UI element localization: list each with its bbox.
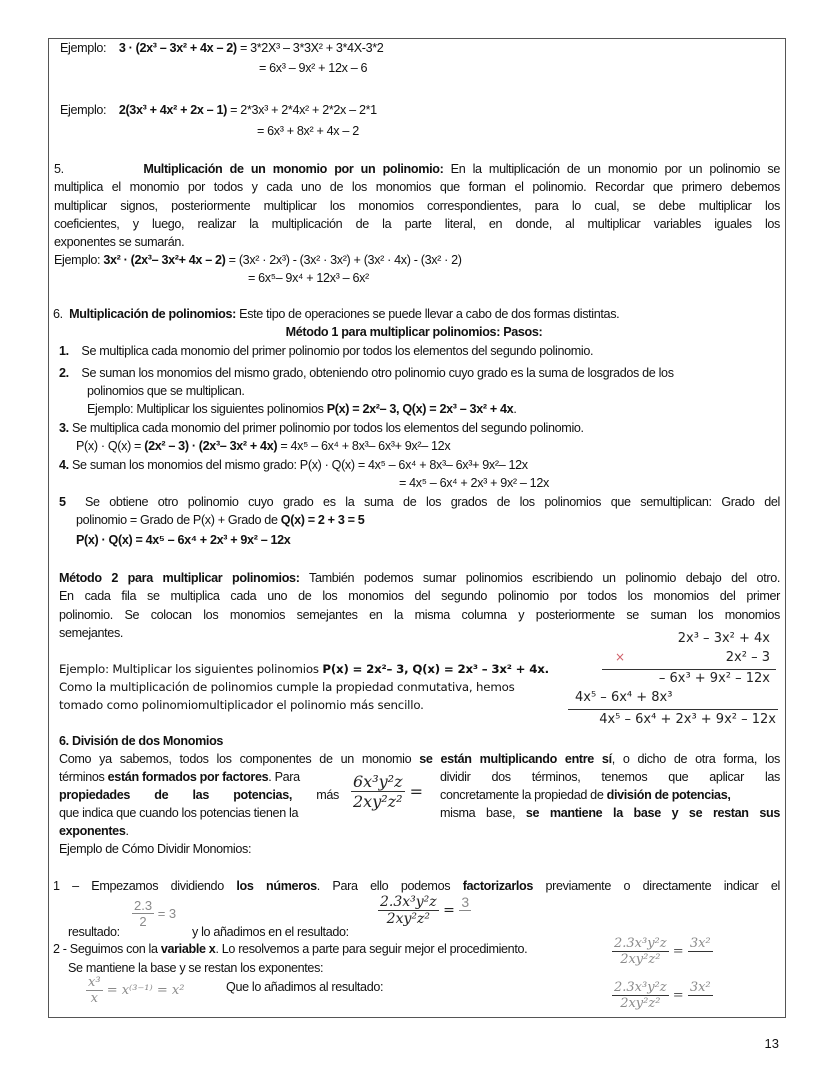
division-heading: 6. División de dos Monomios [59, 734, 224, 748]
emphasis: se están multiplicando entre sí [419, 752, 612, 766]
step-2 [59, 364, 674, 382]
formula-lhs: P(x) · Q(x) = [76, 439, 142, 453]
step-text: polinomio = Grado de P(x) + Grado de [76, 513, 278, 527]
step-2-line2: polinomios que se multiplican. [87, 384, 245, 398]
equals: = [672, 988, 684, 1003]
denominator: 2 [132, 913, 154, 929]
degree-sum: Q(x) = 2 + 3 = 5 [280, 513, 365, 527]
step-4-result: = 4x⁵ – 6x⁴ + 2x³ + 9x² – 12x [399, 476, 549, 490]
example-expression: 3 · (2x³ – 3x² + 4x – 2) [118, 41, 237, 55]
emphasis: los números [236, 879, 317, 893]
step1-result-fraction [378, 894, 471, 927]
section-text: En la multiplicación de un monomio por un polinomio se [450, 162, 780, 176]
method2-line3: polinomio. Se colocan los monomios semejantes en la misma columna y posteriormente se suman los monomios [59, 608, 780, 622]
step-text: Se multiplica cada monomio del primer polinomio por todos los elementos del segundo polinomio. [71, 421, 584, 435]
fraction [132, 898, 154, 929]
step-number: 2. [59, 366, 69, 380]
equals: = [672, 944, 684, 959]
division-p2-right: dividir dos términos, tenemos que aplicar las [440, 770, 780, 784]
example-step: = (3x² · 2x³) - (3x² · 3x²) + (3x² · 4x) - (3x² · 2) [228, 253, 462, 267]
example1-line1 [60, 39, 383, 57]
partial-product-1: – 6x³ + 9x² – 12x [658, 671, 770, 686]
denominator: x [86, 990, 103, 1006]
numerator: 3x² [689, 980, 711, 995]
method2-line2: En cada fila se multiplica cada uno de los monomios del segundo polinomio por todos los monomios del primer [59, 589, 780, 603]
example1-line2: = 6x³ – 9x² + 12x – 6 [259, 61, 368, 75]
step-4 [59, 456, 528, 474]
example-label: Ejemplo: [54, 253, 101, 267]
step-number: 4. [59, 458, 69, 472]
vertical-multiplication [560, 628, 778, 738]
emphasis: factorizarlos [462, 879, 534, 893]
emphasis: están formados por factores [107, 770, 269, 784]
method2-example [59, 660, 549, 678]
section5-line2: multiplica el monomio por todos y cada uno de los monomios que forman el polinomio. Recordar que primero debemos [54, 180, 780, 194]
section-text: Este tipo de operaciones se puede llevar a cabo de dos formas distintas. [239, 307, 620, 321]
numerator: 2.3x³y²z [614, 980, 667, 995]
division-fraction [351, 772, 423, 811]
example2-line1 [60, 101, 377, 119]
step-5-line2 [76, 511, 364, 529]
section5-example-result: = 6x⁵– 9x⁴ + 12x³ – 6x² [248, 271, 369, 285]
text: . Para [268, 770, 300, 784]
step-text: Se multiplica cada monomio del primer polinomio por todos los elementos del segundo polinomio. [81, 344, 594, 358]
division-p3-right [440, 786, 731, 804]
text: previamente o directamente indicar el [545, 879, 780, 893]
numerator: 6x³y²z [353, 772, 403, 791]
emphasis: se mantiene la base y se restan sus [525, 806, 781, 820]
formula-factors: (2x² – 3) · (2x³– 3x² + 4x) [144, 439, 278, 453]
text: términos [59, 770, 105, 784]
section6-intro [53, 305, 619, 323]
fraction [688, 936, 713, 967]
fraction-result: = 3 [157, 906, 177, 921]
division-p2-left [59, 768, 300, 786]
fraction [378, 894, 439, 927]
division-step2-add: Que lo añadimos al resultado: [226, 980, 384, 994]
example-expression: 3x² · (2x³– 3x²+ 4x – 2) [103, 253, 226, 267]
emphasis: exponentes [59, 824, 126, 838]
divider-line [568, 709, 778, 710]
section5-line3: multiplicar signos, posteriormente multiplicar los monomios correspondientes, para lo cual, se debe multiplicar los [54, 199, 780, 213]
method2-line5: Como la multiplicación de polinomios cumple la propiedad conmutativa, hemos [59, 680, 515, 694]
divider-line [602, 669, 776, 670]
division-p4-right [440, 804, 780, 822]
punctuation: . [513, 402, 517, 416]
example-step: = 2*3x³ + 2*4x² + 2*2x – 2*1 [230, 103, 377, 117]
division-step1-result-label: resultado: [68, 925, 120, 939]
section-title: Multiplicación de polinomios: [69, 307, 236, 321]
denominator: 2xy²z² [612, 995, 669, 1011]
numerator: 2.3x³y²z [380, 894, 437, 910]
product-result: 4x⁵ – 6x⁴ + 2x³ + 9x² – 12x [599, 712, 776, 727]
step-text: Se suman los monomios del mismo grado, obteniendo otro polinomio cuyo grado es la suma de losgrados de los [81, 366, 674, 380]
equals: = [443, 902, 455, 919]
step-2-example [87, 400, 516, 418]
text: . Para ello podemos [316, 879, 451, 893]
example-label: Ejemplo: [60, 41, 107, 55]
example-text: Ejemplo: Multiplicar los siguientes polinomios [87, 402, 324, 416]
fraction [459, 894, 471, 927]
division-step2-line1 [53, 940, 527, 958]
step-text: Se suman los monomios del mismo grado: P(x) · Q(x) = 4x⁵ – 6x⁴ + 8x³– 6x³+ 9x²– 12x [71, 458, 528, 472]
fraction [86, 975, 103, 1006]
example2-line2: = 6x³ + 8x² + 4x – 2 [257, 124, 359, 138]
division-p1 [59, 750, 780, 768]
step2-fraction-1 [612, 936, 713, 967]
multiplicand: 2x³ – 3x² + 4x [677, 631, 770, 646]
partial-product-2: 4x⁵ – 6x⁴ + 8x³ [575, 690, 673, 705]
division-p4-left: que indica que cuando los potencias tienen la [59, 806, 299, 820]
formula-result: = 4x⁵ – 6x⁴ + 8x³– 6x³+ 9x²– 12x [280, 439, 451, 453]
step-text: Se obtiene otro polinomio cuyo grado es la suma de los grados de los polinomios que semultiplican: Grado del [84, 495, 780, 509]
numerator: x³ [88, 975, 101, 990]
emphasis: propiedades de las potencias, [59, 788, 292, 802]
text: concretamente la propiedad de [440, 788, 604, 802]
numerator: 2.3 [134, 898, 153, 913]
numerator: 3x² [689, 936, 711, 951]
denominator: 2xy²z² [612, 951, 669, 967]
multiplier: 2x² – 3 [725, 650, 770, 665]
section-title: Multiplicación de un monomio por un polinomio: [143, 162, 444, 176]
fraction [351, 772, 405, 811]
fraction [612, 936, 669, 967]
step-5 [59, 493, 780, 511]
division-step2-line2: Se mantiene la base y se restan los exponentes: [68, 961, 324, 975]
step-number: 5 [59, 495, 66, 509]
division-p5 [59, 822, 129, 840]
text: . Lo resolvemos a parte para seguir mejor el procedimiento. [215, 942, 528, 956]
x-exponent-fraction [86, 975, 184, 1006]
section-number: 5. [54, 162, 64, 176]
section5-line4: coeficientes, y luego, realizar la multiplicación de la parte literal, en donde, al multiplicar variables iguales los [54, 217, 780, 231]
method2-line4: semejantes. [59, 626, 124, 640]
text: Como ya sabemos, todos los componentes de un monomio [59, 752, 412, 766]
step-number: 1. [59, 344, 69, 358]
text: más [316, 788, 339, 802]
section5-line1 [54, 160, 780, 178]
example-polynomials: P(x) = 2x²– 3, Q(x) = 2x³ – 3x² + 4x [326, 402, 514, 416]
emphasis: división de potencias, [606, 788, 731, 802]
example-polynomials: P(x) = 2x²– 3, Q(x) = 2x³ – 3x² + 4x. [322, 662, 549, 676]
step-5-result: P(x) · Q(x) = 4x⁵ – 6x⁴ + 2x³ + 9x² – 12x [76, 533, 291, 547]
section-number: 6. [53, 307, 63, 321]
section5-example [54, 251, 462, 269]
denominator: 2xy²z² [378, 910, 439, 927]
method2-title: Método 2 para multiplicar polinomios: [59, 571, 300, 585]
text: 1 – Empezamos dividiendo [53, 879, 224, 893]
division-step1-line1 [53, 877, 780, 895]
equals: = [409, 782, 423, 801]
step2-fraction-2 [612, 980, 713, 1011]
example-text: Ejemplo: Multiplicar los siguientes polinomios [59, 662, 319, 676]
division-p3-left [59, 786, 339, 804]
method1-title: Método 1 para multiplicar polinomios: Pasos: [285, 325, 543, 339]
method2-line6: tomado como polinomiomultiplicador el polinomio más sencillo. [59, 698, 424, 712]
example-label: Ejemplo: [60, 103, 107, 117]
fraction [612, 980, 669, 1011]
denominator: 2xy²z² [353, 792, 403, 811]
division-example-heading: Ejemplo de Cómo Dividir Monomios: [59, 842, 252, 856]
section5-line5: exponentes se sumarán. [54, 235, 185, 249]
numbers-fraction [132, 898, 176, 929]
example-step: = 3*2X³ – 3*3X² + 3*4X-3*2 [239, 41, 384, 55]
fraction [688, 980, 713, 1011]
example-expression: 2(3x³ + 4x² + 2x – 1) [118, 103, 227, 117]
step-number: 3. [59, 421, 69, 435]
text: , o dicho de otra forma, los [611, 752, 780, 766]
method2-text: También podemos sumar polinomios escribiendo un polinomio debajo del otro. [309, 571, 781, 585]
punctuation: . [125, 824, 129, 838]
text: 2 - Seguimos con la [53, 942, 158, 956]
exponent-result: = x⁽³⁻¹⁾ = x² [106, 983, 185, 998]
text: misma base, [440, 806, 516, 820]
step-1 [59, 342, 593, 360]
numerator: 3 [461, 894, 470, 910]
step-3 [59, 419, 584, 437]
times-icon: × [615, 650, 626, 664]
method2-line1 [59, 569, 780, 587]
division-step1-add: y lo añadimos en el resultado: [192, 925, 349, 939]
numerator: 2.3x³y²z [614, 936, 667, 951]
step-3-formula [76, 437, 450, 455]
emphasis: variable x [160, 942, 216, 956]
page-number: 13 [764, 1036, 779, 1051]
